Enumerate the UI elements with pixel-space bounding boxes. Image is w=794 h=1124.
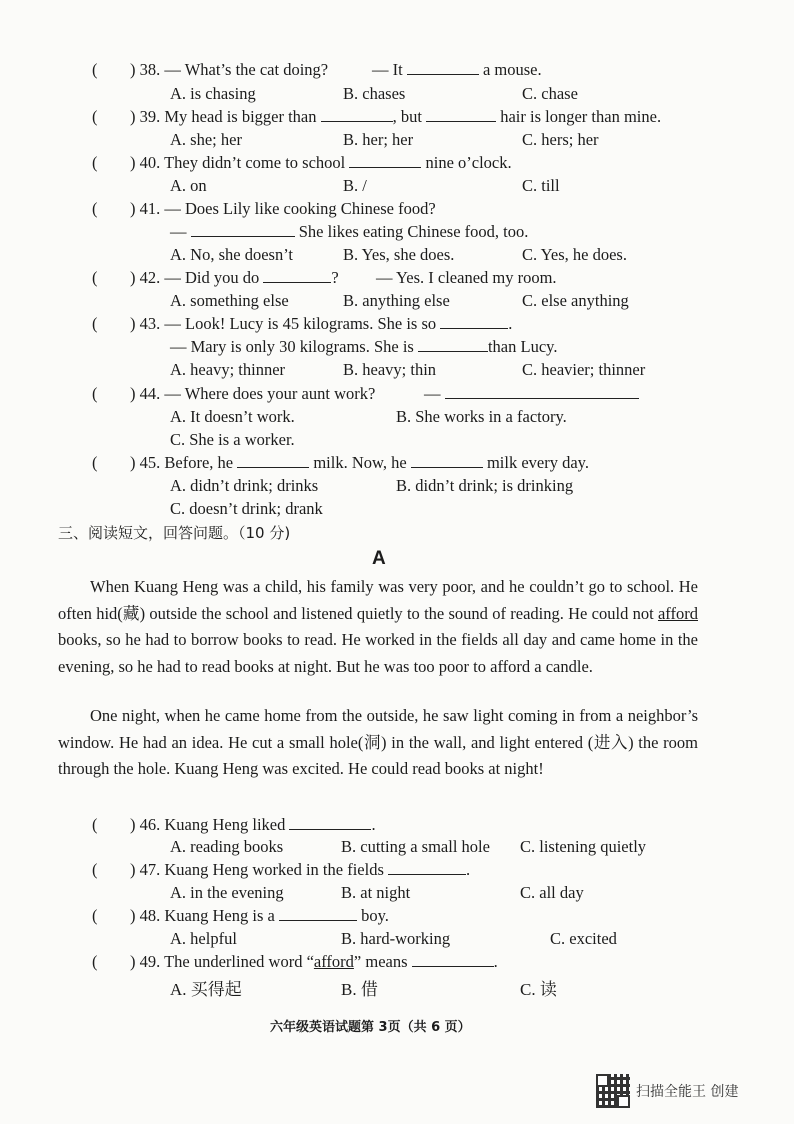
question-number: ) 48. [130, 906, 161, 925]
option-b[interactable]: B. hard-working [341, 929, 451, 948]
question-text: — Where does your aunt work? [164, 384, 376, 403]
option-c[interactable]: C. chase [522, 84, 578, 103]
question-43: ( ) 43. — Look! Lucy is 45 kilograms. She is so . [92, 314, 513, 333]
question-text: Before, he [164, 453, 234, 472]
answer-blank[interactable] [426, 107, 496, 122]
option-c[interactable]: C. till [522, 176, 560, 195]
option-a[interactable]: A. No, she doesn’t [170, 245, 293, 264]
question-number: ) 43. [130, 314, 161, 333]
option-c[interactable]: C. She is a worker. [170, 430, 295, 449]
option-a[interactable]: A. she; her [170, 130, 242, 149]
option-b[interactable]: B. her; her [343, 130, 414, 149]
answer-blank[interactable] [388, 860, 466, 875]
question-38 [92, 60, 732, 82]
option-c[interactable]: C. heavier; thinner [522, 360, 646, 379]
option-b[interactable]: B. 借 [341, 980, 378, 999]
answer-bracket[interactable]: ( [92, 60, 98, 79]
question-text: Kuang Heng worked in the fields [164, 860, 384, 879]
option-a[interactable]: A. on [170, 176, 207, 195]
question-41 [92, 199, 732, 221]
option-c[interactable]: C. hers; her [522, 130, 599, 149]
question-40: ( ) 40. They didn’t come to school nine o’clock. [92, 153, 512, 172]
option-c[interactable]: C. 读 [520, 980, 557, 999]
option-b[interactable]: B. She works in a factory. [396, 407, 567, 426]
underlined-word: afford [313, 952, 354, 971]
question-text: — Mary is only 30 kilograms. She is than Lucy. [170, 337, 558, 356]
question-text: Kuang Heng is a [164, 906, 275, 925]
option-a[interactable]: A. something else [170, 291, 289, 310]
question-text: — Does Lily like cooking Chinese food? [164, 199, 436, 218]
answer-bracket[interactable]: ( [92, 199, 98, 218]
option-c[interactable]: C. excited [550, 929, 617, 948]
question-text: Kuang Heng liked [164, 815, 286, 834]
section-heading: 三、阅读短文，回答问题。（10 分) [58, 524, 291, 542]
question-number: ) 38. [130, 60, 161, 79]
option-b[interactable]: B. anything else [343, 291, 450, 310]
option-a[interactable]: A. helpful [170, 929, 237, 948]
answer-blank[interactable] [191, 222, 295, 237]
scanner-watermark [596, 1074, 738, 1108]
question-number: ) 46. [130, 815, 161, 834]
passage-paragraph: When Kuang Heng was a child, his family was very poor, and he couldn’t go to school. He often hid(藏) outside the school and listened quietly to the sound of reading. He could not afford books, so he had to borrow books to read. He worked in the fields all day and came home in the evening, so he had to read books at night. But he was too poor to afford a candle. [58, 577, 698, 676]
answer-blank[interactable] [407, 60, 479, 75]
answer-blank[interactable] [418, 337, 488, 352]
option-c[interactable]: C. all day [520, 883, 584, 902]
question-number: ) 42. [130, 268, 161, 287]
question-number: ) 40. [130, 153, 161, 172]
question-46: ( ) 46. Kuang Heng liked . [92, 815, 376, 834]
question-text: They didn’t come to school [164, 153, 346, 172]
option-b[interactable]: B. / [343, 176, 367, 195]
passage-title: A [372, 548, 386, 569]
question-text: — Look! Lucy is 45 kilograms. She is so [164, 314, 437, 333]
option-a[interactable]: A. is chasing [170, 84, 256, 103]
answer-bracket[interactable]: ( [92, 153, 98, 172]
answer-blank[interactable] [237, 453, 309, 468]
question-number: ) 41. [130, 199, 161, 218]
answer-bracket[interactable]: ( [92, 952, 98, 971]
option-b[interactable]: B. cutting a small hole [341, 837, 490, 856]
question-48: ( ) 48. Kuang Heng is a boy. [92, 906, 389, 925]
question-number: ) 45. [130, 453, 161, 472]
option-c[interactable]: C. Yes, he does. [522, 245, 627, 264]
answer-bracket[interactable]: ( [92, 453, 98, 472]
option-a[interactable]: A. didn’t drink; drinks [170, 476, 319, 495]
question-text: My head is bigger than [164, 107, 317, 126]
question-49: ( ) 49. The underlined word “afford” means . [92, 952, 498, 971]
option-b[interactable]: B. heavy; thin [343, 360, 437, 379]
option-a[interactable]: A. heavy; thinner [170, 360, 286, 379]
option-b[interactable]: B. at night [341, 883, 411, 902]
question-number: ) 44. [130, 384, 161, 403]
question-45: ( ) 45. Before, he milk. Now, he milk every day. [92, 453, 589, 472]
question-number: ) 47. [130, 860, 161, 879]
option-a[interactable]: A. in the evening [170, 883, 284, 902]
question-42: ( ) 42. — Did you do ? — Yes. I cleaned my room. [92, 268, 557, 287]
answer-blank[interactable] [440, 314, 508, 329]
answer-bracket[interactable]: ( [92, 268, 98, 287]
option-c[interactable]: C. listening quietly [520, 837, 647, 856]
answer-bracket[interactable]: ( [92, 815, 98, 834]
page-footer: 六年级英语试题第 3页（共 6 页） [270, 1020, 471, 1035]
scanner-label: 扫描全能王 创建 [636, 1084, 739, 1100]
answer-text: — [424, 384, 639, 404]
answer-blank[interactable] [349, 153, 421, 168]
answer-bracket[interactable]: ( [92, 860, 98, 879]
answer-blank[interactable] [412, 952, 494, 967]
passage-paragraph: One night, when he came home from the outside, he saw light coming in from a neighbor’s window. He had an idea. He cut a small hole(洞) in the wall, and light entered (进入) the room through the hole. Kuang Heng was excited. He could read books at night! [58, 706, 698, 778]
answer-blank[interactable] [279, 906, 357, 921]
answer-blank[interactable] [321, 107, 393, 122]
option-a[interactable]: A. 买得起 [170, 980, 242, 999]
option-c[interactable]: C. doesn’t drink; drank [170, 499, 323, 518]
qr-code-icon [596, 1074, 630, 1108]
question-text: — Did you do [164, 268, 260, 287]
question-39: ( ) 39. My head is bigger than , but hair is longer than mine. [92, 107, 662, 126]
question-text: — She likes eating Chinese food, too. [170, 222, 529, 241]
answer-blank[interactable] [289, 815, 371, 830]
answer-blank[interactable] [263, 268, 331, 283]
question-text: — It a mouse. [372, 60, 542, 79]
answer-blank[interactable] [411, 453, 483, 468]
answer-bracket[interactable]: ( [92, 906, 98, 925]
option-b[interactable]: B. chases [343, 84, 406, 103]
option-a[interactable]: A. It doesn’t work. [170, 407, 295, 426]
question-text: — What’s the cat doing? [164, 60, 329, 79]
option-b[interactable]: B. Yes, she does. [343, 245, 455, 264]
answer-text: — Yes. I cleaned my room. [376, 268, 557, 287]
answer-bracket[interactable]: ( [92, 384, 98, 403]
answer-bracket[interactable]: ( [92, 107, 98, 126]
option-a[interactable]: A. reading books [170, 837, 284, 856]
question-number: ) 49. [130, 952, 161, 971]
question-44 [92, 384, 732, 406]
option-c[interactable]: C. else anything [522, 291, 629, 310]
question-text: The underlined word “ [164, 952, 314, 971]
question-number: ) 39. [130, 107, 161, 126]
underlined-word: afford [657, 603, 698, 623]
answer-blank[interactable] [445, 384, 639, 399]
option-b[interactable]: B. didn’t drink; is drinking [396, 476, 574, 495]
question-47: ( ) 47. Kuang Heng worked in the fields . [92, 860, 471, 879]
answer-bracket[interactable]: ( [92, 314, 98, 333]
